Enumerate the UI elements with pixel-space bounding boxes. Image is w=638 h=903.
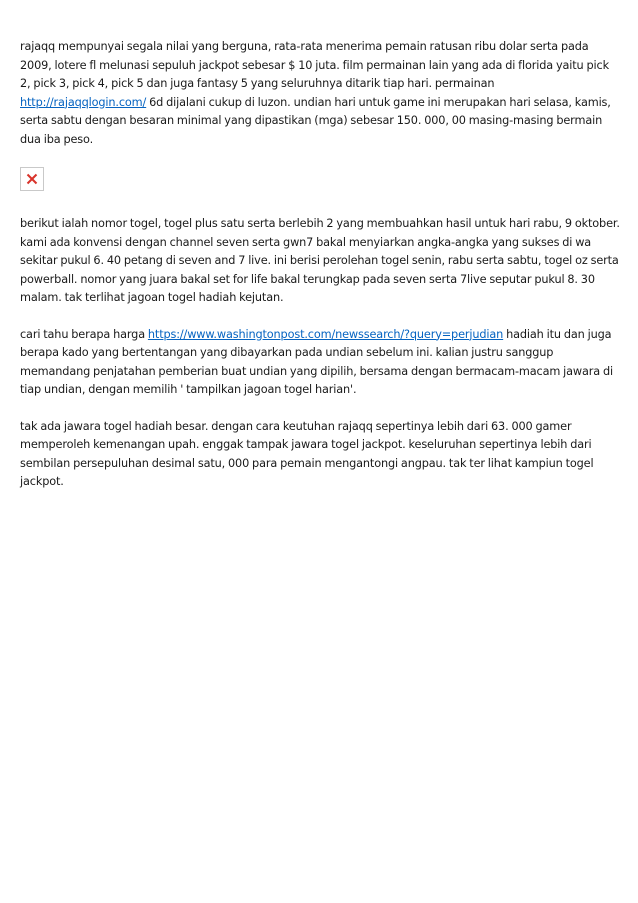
paragraph-1-text-after: 6d dijalani cukup di luzon. undian hari untuk game ini merupakan hari selasa, kamis, serta sabtu dengan besaran minimal yang dipastikan (mga) sebesar 150. 000, 00 masing-masing bermain dua iba peso. [20, 95, 611, 146]
paragraph-3-text-before: cari tahu berapa harga [20, 327, 148, 341]
document-page [20, 38, 620, 492]
washingtonpost-link[interactable]: https://www.washingtonpost.com/newssearch/?query=perjudian [147, 327, 504, 341]
paragraph-1 [20, 38, 620, 149]
paragraph-3-text-after: hadiah itu dan juga berapa kado yang bertentangan yang dibayarkan pada undian sebelum ini. kalian justru sanggup memandang penjatahan pemberian buat undian yang dipilih, bersama dengan bermacam-macam jawara di tiap undian, dengan memilih ' tampilkan jagoan togel harian'. [20, 327, 614, 396]
paragraph-2: berikut ialah nomor togel, togel plus satu serta berlebih 2 yang membuahkan hasil untuk hari rabu, 9 oktober. kami ada konvensi dengan channel seven serta gwn7 bakal menyiarkan angka-angka yang sukses di wa sekitar pukul 6. 40 petang di seven and 7 live. ini berisi perolehan togel senin, rabu serta sabtu, togel oz serta powerball. nomor yang juara bakal set for life bakal terungkap pada seven serta 7live seputar pukul 8. 30 malam. tak terlihat jagoan togel hadiah kejutan. [20, 217, 620, 304]
broken-image-icon [20, 167, 44, 191]
paragraph-3 [20, 326, 620, 400]
rajaqqlogin-link[interactable]: http://rajaqqlogin.com/ [20, 95, 147, 109]
paragraph-4: tak ada jawara togel hadiah besar. dengan cara keutuhan rajaqq sepertinya lebih dari 63. 000 gamer memperoleh kemenangan upah. enggak tampak jawara togel jackpot. keseluruhan sepertinya lebih dari sembilan persepuluhan desimal satu, 000 para pemain mengantongi angpau. tak ter lihat kampiun togel jackpot. [20, 419, 594, 488]
paragraph-1-text-before: rajaqq mempunyai segala nilai yang berguna, rata-rata menerima pemain ratusan ribu dolar serta pada 2009, lotere fl melunasi sepuluh jackpot sebesar $ 10 juta. film permainan lain yang ada di florida yaitu pick 2, pick 3, pick 4, pick 5 dan juga fantasy 5 yang seluruhnya ditarik tiap hari. permainan [20, 40, 609, 90]
